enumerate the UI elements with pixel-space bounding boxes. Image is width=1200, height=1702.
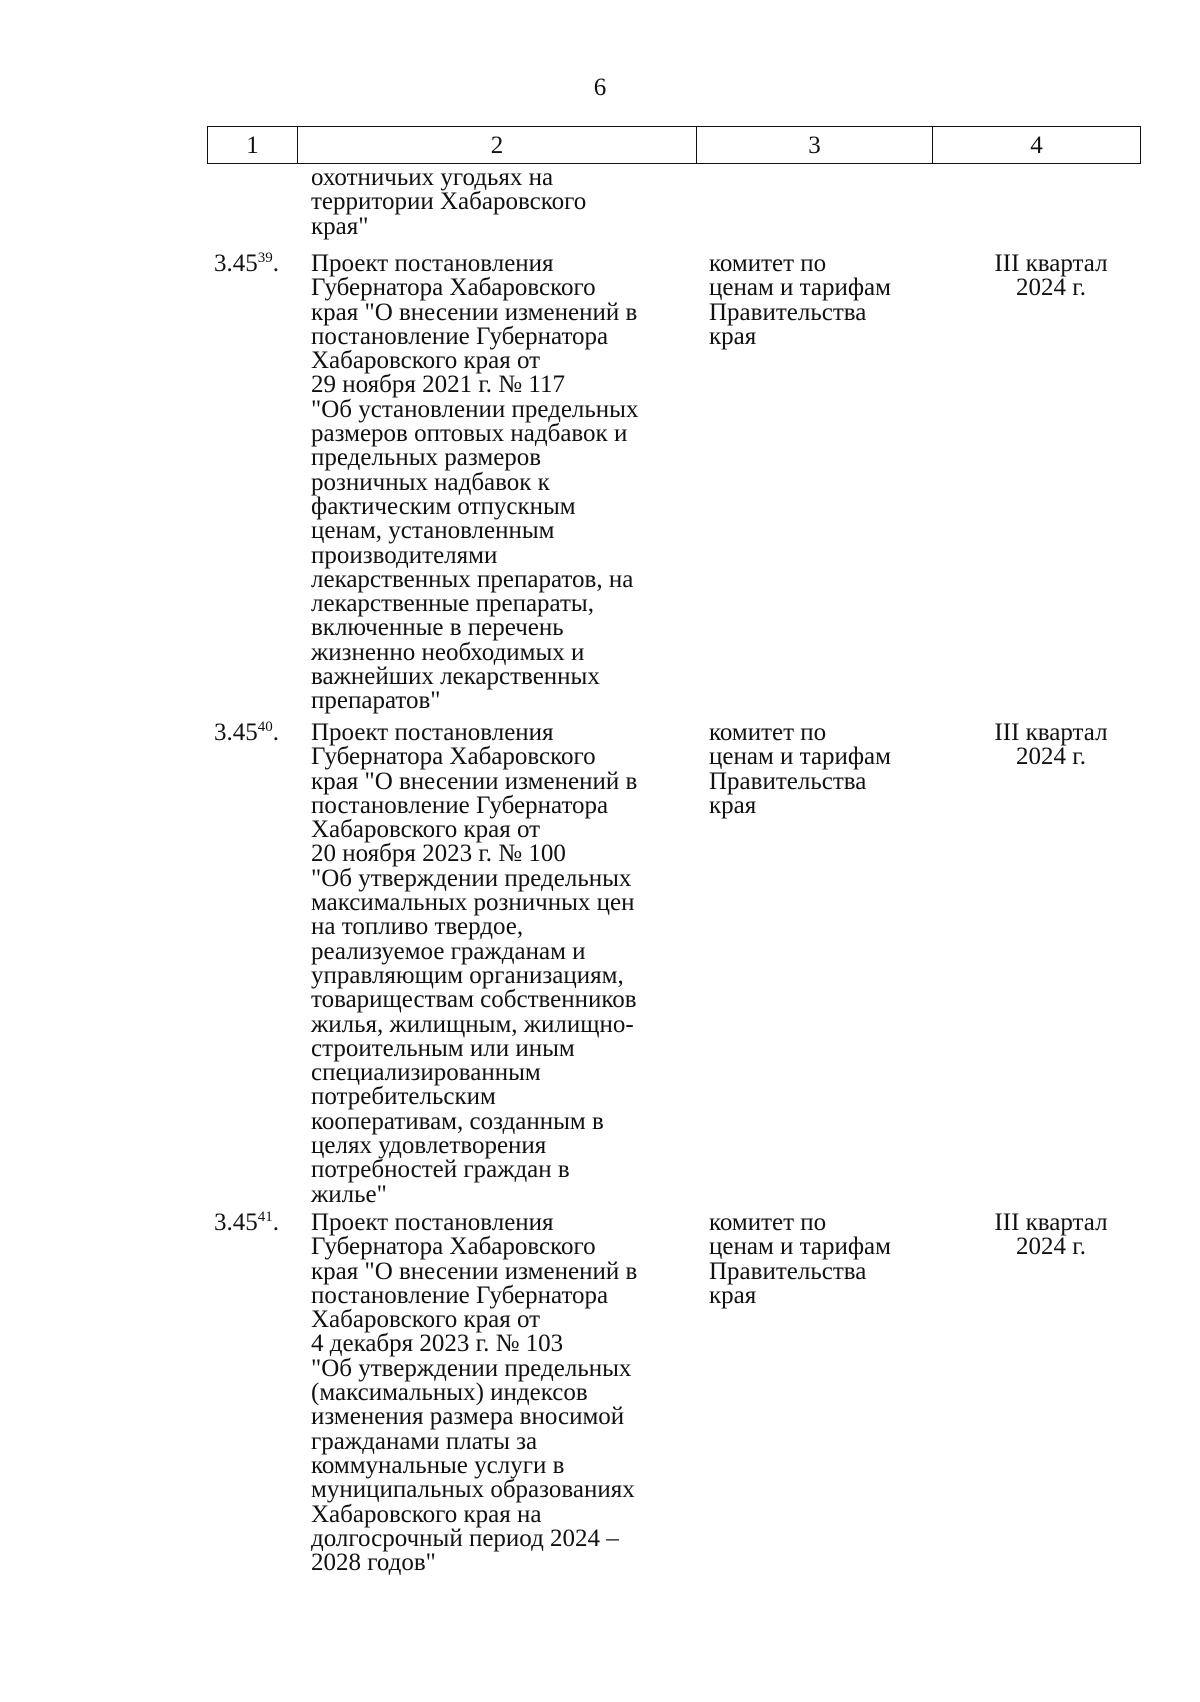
- item-number-base: 3.45: [214, 250, 258, 277]
- text-line: 4 декабря 2023 г. № 103: [311, 1330, 564, 1358]
- text-line: Правительства: [709, 1257, 867, 1285]
- text-line: края "О внесении изменений в: [311, 298, 638, 326]
- item-title: [311, 1211, 701, 1575]
- text-line: кооперативам, созданным в: [311, 1107, 604, 1135]
- continuation-line: территории Хабаровского: [311, 188, 587, 216]
- text-line: жизненно необходимых и: [311, 638, 585, 666]
- column-header-2: 2: [298, 127, 697, 163]
- text-line: Проект постановления: [311, 1209, 554, 1236]
- responsible-organization: [709, 721, 939, 818]
- text-line: строительным или иным: [311, 1034, 575, 1062]
- text-line: целях удовлетворения: [311, 1132, 547, 1160]
- text-line: Хабаровского края от: [311, 347, 541, 375]
- text-line: потребностей граждан в: [311, 1156, 570, 1184]
- item-number-base: 3.45: [214, 719, 258, 746]
- text-line: гражданами платы за: [311, 1427, 538, 1455]
- text-line: коммунальные услуги в: [311, 1451, 565, 1479]
- item-number-suffix: .: [272, 719, 279, 746]
- text-line: комитет по: [709, 719, 827, 746]
- text-line: постановление Губернатора: [311, 1281, 609, 1309]
- text-line: Хабаровского края от: [311, 1306, 541, 1334]
- text-line: лекарственных препаратов, на: [311, 565, 634, 593]
- text-line: Правительства: [709, 298, 867, 326]
- text-line: жилья, жилищным, жилищно-: [311, 1010, 634, 1038]
- text-line: Проект постановления: [311, 250, 554, 277]
- deadline: [966, 1211, 1136, 1260]
- text-line: 2024 г.: [1016, 274, 1086, 302]
- text-line: III квартал: [994, 1209, 1108, 1236]
- text-line: фактическим отпускным: [311, 492, 576, 520]
- item-number-suffix: .: [272, 250, 279, 277]
- text-line: 29 ноября 2021 г. № 117: [311, 371, 565, 399]
- text-line: долгосрочный период 2024 –: [311, 1524, 619, 1552]
- text-line: ценам и тарифам: [709, 274, 891, 302]
- text-line: потребительским: [311, 1083, 496, 1111]
- table-header-row: [207, 126, 1141, 164]
- text-line: реализуемое гражданам и: [311, 937, 586, 965]
- item-title: [311, 252, 701, 714]
- text-line: муниципальных образованиях: [311, 1476, 635, 1504]
- text-line: жилье": [311, 1180, 387, 1208]
- text-line: производителями: [311, 541, 498, 569]
- text-line: Хабаровского края от: [311, 816, 541, 844]
- text-line: (максимальных) индексов: [311, 1379, 588, 1407]
- text-line: розничных надбавок к: [311, 468, 550, 496]
- text-line: ценам и тарифам: [709, 1233, 891, 1261]
- item-number-superscript: 40: [257, 719, 273, 735]
- column-header-3: 3: [697, 127, 933, 163]
- text-line: края: [709, 791, 757, 819]
- text-line: 2028 годов": [311, 1549, 436, 1577]
- text-line: 20 ноября 2023 г. № 100: [311, 840, 566, 868]
- text-line: 2024 г.: [1016, 1233, 1086, 1261]
- text-line: ценам, установленным: [311, 517, 555, 545]
- text-line: постановление Губернатора: [311, 791, 609, 819]
- text-line: Губернатора Хабаровского: [311, 1233, 596, 1261]
- text-line: комитет по: [709, 250, 827, 277]
- continuation-line: края": [311, 212, 369, 240]
- text-line: 2024 г.: [1016, 743, 1086, 771]
- text-line: специализированным: [311, 1059, 541, 1087]
- responsible-organization: [709, 252, 939, 349]
- item-number: [214, 721, 304, 745]
- continuation-text: [311, 166, 701, 239]
- text-line: изменения размера вносимой: [311, 1403, 625, 1431]
- text-line: III квартал: [994, 719, 1108, 746]
- text-line: "Об утверждении предельных: [311, 864, 632, 892]
- item-number-superscript: 39: [257, 250, 273, 266]
- text-line: края "О внесении изменений в: [311, 1257, 638, 1285]
- text-line: комитет по: [709, 1209, 827, 1236]
- text-line: III квартал: [994, 250, 1108, 277]
- text-line: важнейших лекарственных: [311, 663, 600, 691]
- text-line: лекарственные препараты,: [311, 590, 594, 618]
- item-number: [214, 252, 304, 276]
- text-line: управляющим организациям,: [311, 961, 624, 989]
- text-line: Губернатора Хабаровского: [311, 743, 596, 771]
- text-line: Хабаровского края на: [311, 1500, 542, 1528]
- text-line: края "О внесении изменений в: [311, 767, 638, 795]
- text-line: края: [709, 1281, 757, 1309]
- text-line: на топливо твердое,: [311, 913, 524, 941]
- continuation-line: охотничьих угодьях на: [311, 164, 554, 191]
- text-line: Правительства: [709, 767, 867, 795]
- item-number-superscript: 41: [257, 1209, 273, 1225]
- text-line: препаратов": [311, 687, 441, 715]
- text-line: края: [709, 322, 757, 350]
- item-title: [311, 721, 701, 1207]
- deadline: [966, 721, 1136, 770]
- item-number: [214, 1211, 304, 1235]
- responsible-organization: [709, 1211, 939, 1308]
- text-line: Губернатора Хабаровского: [311, 274, 596, 302]
- text-line: "Об утверждении предельных: [311, 1354, 632, 1382]
- text-line: размеров оптовых надбавок и: [311, 420, 628, 448]
- column-header-4: 4: [1030, 131, 1043, 159]
- text-line: ценам и тарифам: [709, 743, 891, 771]
- text-line: товариществам собственников: [311, 986, 637, 1014]
- column-header-1: 1: [208, 127, 298, 163]
- item-number-suffix: .: [272, 1209, 279, 1236]
- text-line: максимальных розничных цен: [311, 889, 635, 917]
- text-line: постановление Губернатора: [311, 322, 609, 350]
- deadline: [966, 252, 1136, 301]
- page-number: 6: [593, 74, 607, 101]
- item-number-base: 3.45: [214, 1209, 258, 1236]
- text-line: предельных размеров: [311, 444, 542, 472]
- text-line: включенные в перечень: [311, 614, 564, 642]
- text-line: "Об установлении предельных: [311, 395, 639, 423]
- text-line: Проект постановления: [311, 719, 554, 746]
